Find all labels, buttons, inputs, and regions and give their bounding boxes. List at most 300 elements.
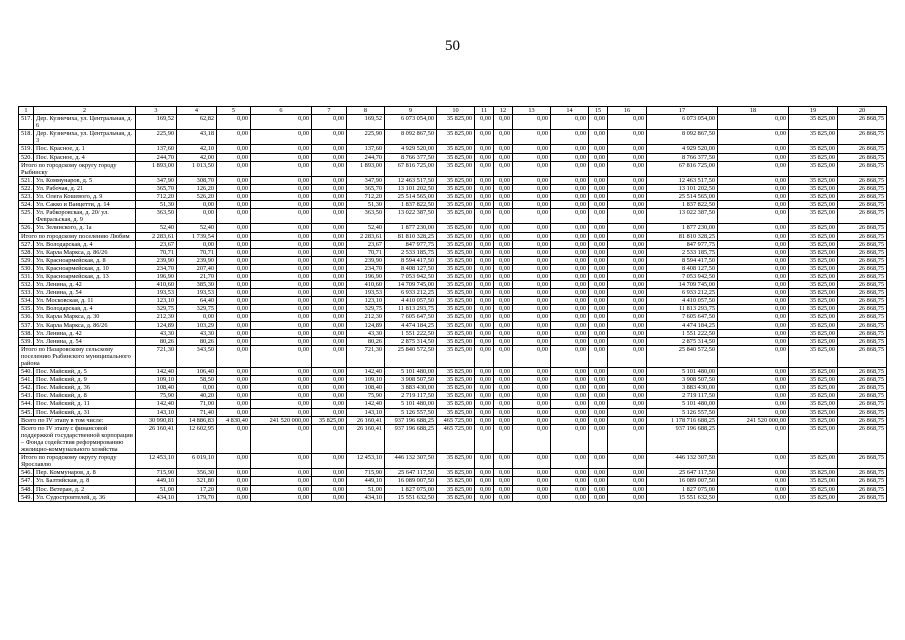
table-row [19, 376, 887, 384]
row-value: 35 825,00 [437, 368, 475, 376]
row-value: 0,00 [475, 289, 494, 297]
row-value: 449,10 [347, 477, 385, 485]
row-value: 0,00 [718, 337, 789, 345]
row-value: 8 766 377,50 [647, 153, 718, 161]
row-value: 0,00 [589, 272, 608, 280]
row-value: 124,89 [347, 321, 385, 329]
row-value: 35 825,00 [437, 115, 475, 130]
row-value: 21,70 [177, 272, 217, 280]
row-value: 35 825,00 [437, 337, 475, 345]
row-value: 0,00 [589, 454, 608, 469]
table-row [19, 305, 887, 313]
row-value: 0,00 [589, 469, 608, 477]
row-value: 35 825,00 [789, 153, 838, 161]
row-value: 847 977,75 [385, 240, 437, 248]
row-value: 0,00 [475, 193, 494, 201]
row-value: 0,00 [475, 201, 494, 209]
row-value: 0,00 [217, 272, 251, 280]
row-value: 0,00 [312, 337, 347, 345]
row-value: 0,00 [608, 281, 647, 289]
row-value: 35 825,00 [789, 193, 838, 201]
row-value: 13 022 387,50 [385, 209, 437, 224]
row-value: 0,00 [312, 240, 347, 248]
row-value: 26 868,75 [838, 400, 887, 408]
row-value: 0,00 [551, 153, 589, 161]
row-value: 0,00 [494, 485, 513, 493]
row-number: 523. [19, 193, 34, 201]
row-value: 0,00 [217, 161, 251, 176]
row-value: 26 868,75 [838, 376, 887, 384]
row-value: 0,00 [251, 392, 312, 400]
row-value: 0,00 [494, 384, 513, 392]
row-value: 0,00 [513, 153, 551, 161]
row-value: 126,20 [177, 184, 217, 192]
row-value: 712,20 [136, 193, 177, 201]
row-value: 0,00 [589, 485, 608, 493]
row-value: 1 551 222,50 [647, 329, 718, 337]
row-value: 0,00 [217, 115, 251, 130]
row-value: 0,00 [608, 329, 647, 337]
row-value: 0,00 [475, 184, 494, 192]
row-value: 0,00 [312, 305, 347, 313]
row-address: Пос. Майский, д. 11 [34, 400, 136, 408]
row-value: 26 868,75 [838, 232, 887, 240]
row-value: 0,00 [551, 368, 589, 376]
row-value: 25 647 117,50 [647, 469, 718, 477]
table-row [19, 384, 887, 392]
row-value: 0,00 [475, 424, 494, 453]
row-value: 410,60 [347, 281, 385, 289]
row-value: 35 825,00 [789, 493, 838, 501]
row-value: 0,00 [589, 376, 608, 384]
row-value: 0,00 [551, 256, 589, 264]
row-value: 35 825,00 [789, 454, 838, 469]
row-value: 26 868,75 [838, 477, 887, 485]
row-value: 410,60 [136, 281, 177, 289]
row-value: 35 825,00 [312, 416, 347, 424]
row-value: 1 877 230,00 [647, 224, 718, 232]
row-value: 0,00 [251, 232, 312, 240]
row-value: 0,00 [718, 240, 789, 248]
row-value: 35 825,00 [789, 477, 838, 485]
column-number-header: 6 [251, 107, 312, 115]
row-value: 26 868,75 [838, 329, 887, 337]
row-value: 15 551 632,50 [647, 493, 718, 501]
table-row [19, 193, 887, 201]
row-value: 0,00 [475, 224, 494, 232]
row-value: 0,00 [494, 248, 513, 256]
row-value: 239,90 [347, 256, 385, 264]
row-value: 35 825,00 [437, 454, 475, 469]
row-value: 0,00 [513, 281, 551, 289]
row-value: 0,00 [475, 477, 494, 485]
row-value: 12 602,95 [177, 424, 217, 453]
row-value: 0,00 [494, 424, 513, 453]
row-value: 0,00 [718, 161, 789, 176]
row-value: 1 178 716 688,25 [647, 416, 718, 424]
row-value: 0,00 [312, 368, 347, 376]
row-value: 35 825,00 [437, 289, 475, 297]
row-value: 52,40 [136, 224, 177, 232]
row-address: Ул. Карла Маркса, д. 30 [34, 313, 136, 321]
row-value: 0,00 [589, 384, 608, 392]
row-value: 35 825,00 [437, 248, 475, 256]
row-value: 0,00 [475, 469, 494, 477]
row-value: 0,00 [513, 264, 551, 272]
row-value: 0,00 [551, 224, 589, 232]
row-value: 8 092 867,50 [385, 130, 437, 145]
row-value: 0,00 [589, 240, 608, 248]
row-value: 0,00 [608, 485, 647, 493]
row-value: 169,52 [136, 115, 177, 130]
row-value: 0,00 [217, 469, 251, 477]
row-value: 0,00 [251, 321, 312, 329]
row-value: 0,00 [608, 209, 647, 224]
row-value: 0,00 [494, 408, 513, 416]
row-number: 541. [19, 376, 34, 384]
row-value: 26 868,75 [838, 161, 887, 176]
row-total-label: Итого по городскому поселению Любим [19, 232, 136, 240]
row-value: 244,70 [347, 153, 385, 161]
row-number: 538. [19, 329, 34, 337]
row-value: 179,70 [177, 493, 217, 501]
row-value: 0,00 [551, 416, 589, 424]
row-value: 35 825,00 [789, 184, 838, 192]
row-value: 0,00 [494, 493, 513, 501]
row-address: Ул. Володарская, д. 4 [34, 240, 136, 248]
row-value: 0,00 [551, 232, 589, 240]
row-value: 0,00 [312, 297, 347, 305]
row-value: 308,70 [177, 176, 217, 184]
row-value: 0,00 [551, 408, 589, 416]
table-row [19, 264, 887, 272]
row-value: 0,00 [312, 329, 347, 337]
row-value: 0,00 [718, 281, 789, 289]
row-value: 0,00 [475, 272, 494, 280]
row-value: 434,10 [136, 493, 177, 501]
row-number: 533. [19, 289, 34, 297]
row-value: 0,00 [251, 272, 312, 280]
row-value: 329,75 [347, 305, 385, 313]
row-value: 207,40 [177, 264, 217, 272]
row-value: 0,00 [513, 384, 551, 392]
row-value: 8 594 417,50 [647, 256, 718, 264]
row-value: 12 453,10 [136, 454, 177, 469]
row-value: 0,00 [494, 272, 513, 280]
row-number: 539. [19, 337, 34, 345]
row-value: 0,00 [312, 384, 347, 392]
row-value: 0,00 [551, 305, 589, 313]
row-value: 0,00 [551, 130, 589, 145]
row-value: 0,00 [608, 376, 647, 384]
row-address: Пос. Майский, д. 8 [34, 392, 136, 400]
row-value: 0,00 [608, 130, 647, 145]
row-value: 26 868,75 [838, 337, 887, 345]
row-value: 35 825,00 [437, 201, 475, 209]
row-value: 0,00 [312, 272, 347, 280]
row-value: 1 013,50 [177, 161, 217, 176]
row-value: 0,00 [513, 313, 551, 321]
row-value: 193,53 [136, 289, 177, 297]
row-value: 0,00 [551, 289, 589, 297]
row-value: 0,00 [513, 130, 551, 145]
row-value: 26 160,41 [347, 424, 385, 453]
row-value: 0,00 [217, 400, 251, 408]
column-number-header: 17 [647, 107, 718, 115]
row-total-label: Итого по городскому округу городу Ярославлю [19, 454, 136, 469]
table-row [19, 477, 887, 485]
row-value: 5 101 480,00 [385, 400, 437, 408]
total-row [19, 161, 887, 176]
row-value: 35 825,00 [789, 115, 838, 130]
row-value: 0,00 [608, 264, 647, 272]
row-value: 35 825,00 [789, 201, 838, 209]
row-value: 0,00 [312, 345, 347, 367]
row-address: Ул. Красноармейская, д. 10 [34, 264, 136, 272]
row-value: 526,20 [177, 193, 217, 201]
row-value: 0,00 [718, 408, 789, 416]
row-value: 26 868,75 [838, 193, 887, 201]
row-value: 1 893,00 [347, 161, 385, 176]
row-value: 35 825,00 [437, 264, 475, 272]
row-value: 225,90 [136, 130, 177, 145]
row-value: 26 868,75 [838, 184, 887, 192]
row-value: 0,00 [312, 176, 347, 184]
row-value: 35 825,00 [789, 272, 838, 280]
row-value: 0,00 [217, 454, 251, 469]
row-value: 70,71 [347, 248, 385, 256]
row-total-label: Всего по IV этапу в том числе: [19, 416, 136, 424]
row-value: 0,00 [475, 248, 494, 256]
row-value: 26 868,75 [838, 201, 887, 209]
row-address: Пер. Коммунаров, д. 8 [34, 469, 136, 477]
row-address: Пос. Красное, д. 1 [34, 145, 136, 153]
row-value: 0,00 [608, 392, 647, 400]
row-value: 0,00 [251, 176, 312, 184]
row-value: 35 825,00 [789, 392, 838, 400]
row-number: 542. [19, 384, 34, 392]
row-value: 0,00 [718, 224, 789, 232]
row-address: Ул. Красноармейская, д. 8 [34, 256, 136, 264]
row-value: 0,00 [551, 193, 589, 201]
row-value: 0,00 [494, 400, 513, 408]
row-number: 529. [19, 256, 34, 264]
row-value: 0,00 [608, 305, 647, 313]
row-value: 5 101 480,00 [385, 368, 437, 376]
row-value: 193,53 [177, 289, 217, 297]
column-number-header: 16 [608, 107, 647, 115]
row-address: Пос. Майский, д. 36 [34, 384, 136, 392]
row-value: 0,00 [718, 384, 789, 392]
row-value: 0,00 [475, 153, 494, 161]
row-value: 0,00 [589, 264, 608, 272]
row-value: 0,00 [475, 392, 494, 400]
row-value: 71,00 [177, 400, 217, 408]
row-value: 0,00 [494, 256, 513, 264]
housing-register-table [18, 106, 887, 502]
row-value: 35 825,00 [437, 485, 475, 493]
row-value: 2 283,61 [347, 232, 385, 240]
row-address: Ул. Ленина, д. 54 [34, 337, 136, 345]
row-value: 0,00 [251, 493, 312, 501]
row-value: 2 875 314,50 [647, 337, 718, 345]
row-address: Пос. Майский, д. 31 [34, 408, 136, 416]
row-value: 0,00 [217, 240, 251, 248]
table-row [19, 145, 887, 153]
row-value: 142,40 [347, 400, 385, 408]
row-value: 0,00 [312, 424, 347, 453]
row-address: Ул. Московская, д. 11 [34, 297, 136, 305]
row-value: 0,00 [312, 193, 347, 201]
row-value: 109,10 [347, 376, 385, 384]
row-address: Ул. Ленина, д. 42 [34, 329, 136, 337]
row-value: 0,00 [475, 345, 494, 367]
row-value: 0,00 [513, 289, 551, 297]
row-value: 0,00 [494, 289, 513, 297]
row-number: 526. [19, 224, 34, 232]
row-value: 26 160,41 [136, 424, 177, 453]
row-value: 0,00 [513, 145, 551, 153]
row-value: 0,00 [475, 408, 494, 416]
row-value: 0,00 [513, 232, 551, 240]
row-value: 26 868,75 [838, 145, 887, 153]
row-address: Ул. Олега Кошевого, д. 9 [34, 193, 136, 201]
row-value: 0,00 [589, 176, 608, 184]
row-value: 14 709 745,00 [385, 281, 437, 289]
row-value: 52,40 [177, 224, 217, 232]
column-number-header: 1 [19, 107, 34, 115]
row-value: 0,00 [217, 256, 251, 264]
row-value: 26 868,75 [838, 416, 887, 424]
row-value: 0,00 [475, 264, 494, 272]
row-value: 0,00 [217, 305, 251, 313]
row-value: 0,00 [608, 256, 647, 264]
row-address: Ул. Рабкоровская, д. 20/ ул. Февральская, д. 9 [34, 209, 136, 224]
row-value: 0,00 [217, 264, 251, 272]
row-value: 0,00 [312, 321, 347, 329]
row-value: 0,00 [475, 297, 494, 305]
row-value: 16 089 007,50 [385, 477, 437, 485]
row-value: 0,00 [494, 130, 513, 145]
row-value: 0,00 [475, 161, 494, 176]
row-value: 0,00 [718, 201, 789, 209]
table-row [19, 153, 887, 161]
row-address: Ул. Зелинского, д. 1а [34, 224, 136, 232]
row-value: 0,00 [475, 337, 494, 345]
row-value: 196,90 [136, 272, 177, 280]
row-value: 0,00 [177, 209, 217, 224]
row-value: 35 825,00 [437, 224, 475, 232]
row-value: 80,26 [347, 337, 385, 345]
row-value: 0,00 [551, 272, 589, 280]
row-value: 0,00 [718, 424, 789, 453]
table-row [19, 469, 887, 477]
row-value: 35 825,00 [789, 329, 838, 337]
table-row [19, 337, 887, 345]
row-value: 15 551 632,50 [385, 493, 437, 501]
row-value: 0,00 [589, 337, 608, 345]
row-value: 0,00 [551, 400, 589, 408]
row-value: 446 132 307,50 [647, 454, 718, 469]
row-address: Дер. Кузнечиха, ул. Центральная, д. 3 [34, 130, 136, 145]
row-value: 0,00 [589, 115, 608, 130]
row-number: 534. [19, 297, 34, 305]
table-row [19, 329, 887, 337]
row-value: 35 825,00 [789, 469, 838, 477]
row-value: 0,00 [251, 313, 312, 321]
row-value: 40,20 [177, 392, 217, 400]
row-number: 520. [19, 153, 34, 161]
row-value: 0,00 [513, 368, 551, 376]
row-value: 347,90 [136, 176, 177, 184]
row-value: 0,00 [589, 232, 608, 240]
row-value: 8 408 127,50 [647, 264, 718, 272]
row-value: 0,00 [494, 313, 513, 321]
row-value: 0,00 [475, 454, 494, 469]
row-value: 0,00 [608, 321, 647, 329]
row-value: 0,00 [217, 392, 251, 400]
row-value: 0,00 [608, 469, 647, 477]
row-value: 0,00 [513, 485, 551, 493]
row-value: 0,00 [494, 240, 513, 248]
row-value: 11 813 293,75 [647, 305, 718, 313]
row-value: 35 825,00 [437, 240, 475, 248]
row-value: 3 883 430,00 [647, 384, 718, 392]
row-value: 142,40 [347, 368, 385, 376]
row-value: 35 825,00 [789, 289, 838, 297]
row-value: 0,00 [494, 321, 513, 329]
row-value: 0,00 [475, 256, 494, 264]
row-value: 0,00 [494, 392, 513, 400]
row-value: 0,00 [217, 297, 251, 305]
row-value: 0,00 [608, 408, 647, 416]
row-value: 26 868,75 [838, 289, 887, 297]
row-value: 0,00 [718, 493, 789, 501]
column-number-row [19, 107, 887, 115]
row-value: 0,00 [718, 130, 789, 145]
row-value: 0,00 [494, 153, 513, 161]
row-value: 0,00 [608, 493, 647, 501]
row-value: 0,00 [513, 408, 551, 416]
row-value: 0,00 [551, 297, 589, 305]
column-number-header: 8 [347, 107, 385, 115]
row-value: 0,00 [608, 289, 647, 297]
row-value: 0,00 [718, 289, 789, 297]
row-value: 35 825,00 [789, 281, 838, 289]
row-value: 0,00 [494, 329, 513, 337]
row-value: 0,00 [217, 130, 251, 145]
row-value: 0,00 [551, 469, 589, 477]
row-value: 26 868,75 [838, 454, 887, 469]
row-value: 0,00 [551, 248, 589, 256]
row-value: 2 283,61 [136, 232, 177, 240]
row-value: 0,00 [251, 477, 312, 485]
row-value: 0,00 [513, 248, 551, 256]
row-value: 35 825,00 [789, 408, 838, 416]
row-value: 449,10 [136, 477, 177, 485]
row-value: 0,00 [551, 240, 589, 248]
row-value: 0,00 [513, 115, 551, 130]
row-value: 0,00 [312, 454, 347, 469]
row-value: 0,00 [494, 376, 513, 384]
row-value: 0,00 [718, 115, 789, 130]
row-value: 0,00 [718, 329, 789, 337]
row-value: 0,00 [312, 184, 347, 192]
row-value: 0,00 [251, 337, 312, 345]
row-value: 75,90 [347, 392, 385, 400]
table-row [19, 130, 887, 145]
row-value: 0,00 [551, 115, 589, 130]
